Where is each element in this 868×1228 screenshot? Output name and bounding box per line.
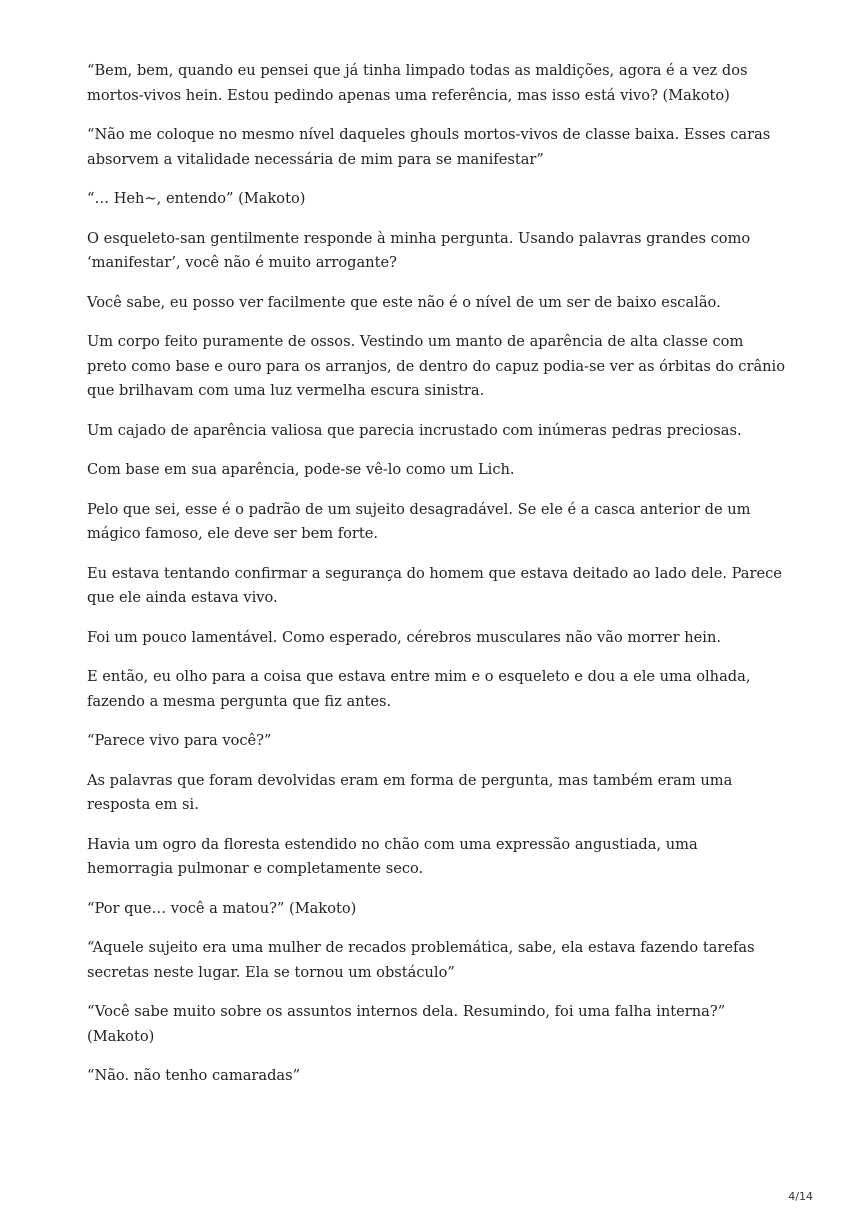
page-number: 4/14 [788,1190,813,1203]
paragraph: “… Heh~, entendo” (Makoto) [87,190,306,207]
paragraph: O esqueleto-san gentilmente responde à minha pergunta. Usando palavras grandes como ‘manifestar’, você não é muito arrogante? [87,229,751,271]
paragraph: Um corpo feito puramente de ossos. Vestindo um manto de aparência de alta classe com preto como base e ouro para os arranjos, de dentro do capuz podia-se ver as órbitas do crânio que brilhavam com uma luz vermelha escura sinistra. [87,333,786,399]
paragraph: E então, eu olho para a coisa que estava entre mim e o esqueleto e dou a ele uma olhada, fazendo a mesma pergunta que fiz antes. [87,668,751,710]
paragraph: Um cajado de aparência valiosa que parecia incrustado com inúmeras pedras preciosas. [87,421,742,439]
paragraph: Eu estava tentando confirmar a segurança do homem que estava deitado ao lado dele. Parece que ele ainda estava vivo. [87,564,782,606]
paragraph: “Não. não tenho camaradas” [87,1067,301,1084]
document-body [87,59,787,1104]
paragraph: “Você sabe muito sobre os assuntos internos dela. Resumindo, foi uma falha interna?” (Makoto) [87,1003,726,1045]
paragraph: “Bem, bem, quando eu pensei que já tinha limpado todas as maldições, agora é a vez dos mortos-vivos hein. Estou pedindo apenas uma referência, mas isso está vivo? (Makoto) [87,62,748,104]
paragraph: As palavras que foram devolvidas eram em forma de pergunta, mas também eram uma resposta em si. [87,771,733,813]
paragraph: “Não me coloque no mesmo nível daqueles ghouls mortos-vivos de classe baixa. Esses caras absorvem a vitalidade necessária de mim para se manifestar” [87,126,771,168]
paragraph: “Por que… você a matou?” (Makoto) [87,899,357,917]
paragraph: “Parece vivo para você?” [87,732,272,749]
paragraph: Você sabe, eu posso ver facilmente que este não é o nível de um ser de baixo escalão. [87,293,721,311]
paragraph: Havia um ogro da floresta estendido no chão com uma expressão angustiada, uma hemorragia pulmonar e completamente seco. [87,835,698,877]
paragraph: Foi um pouco lamentável. Como esperado, cérebros musculares não vão morrer hein. [87,628,721,646]
paragraph: “Aquele sujeito era uma mulher de recados problemática, sabe, ela estava fazendo tarefas secretas neste lugar. Ela se tornou um obstáculo” [87,939,755,981]
paragraph: Com base em sua aparência, pode-se vê-lo como um Lich. [87,461,515,478]
paragraph: Pelo que sei, esse é o padrão de um sujeito desagradável. Se ele é a casca anterior de um mágico famoso, ele deve ser bem forte. [87,500,751,542]
